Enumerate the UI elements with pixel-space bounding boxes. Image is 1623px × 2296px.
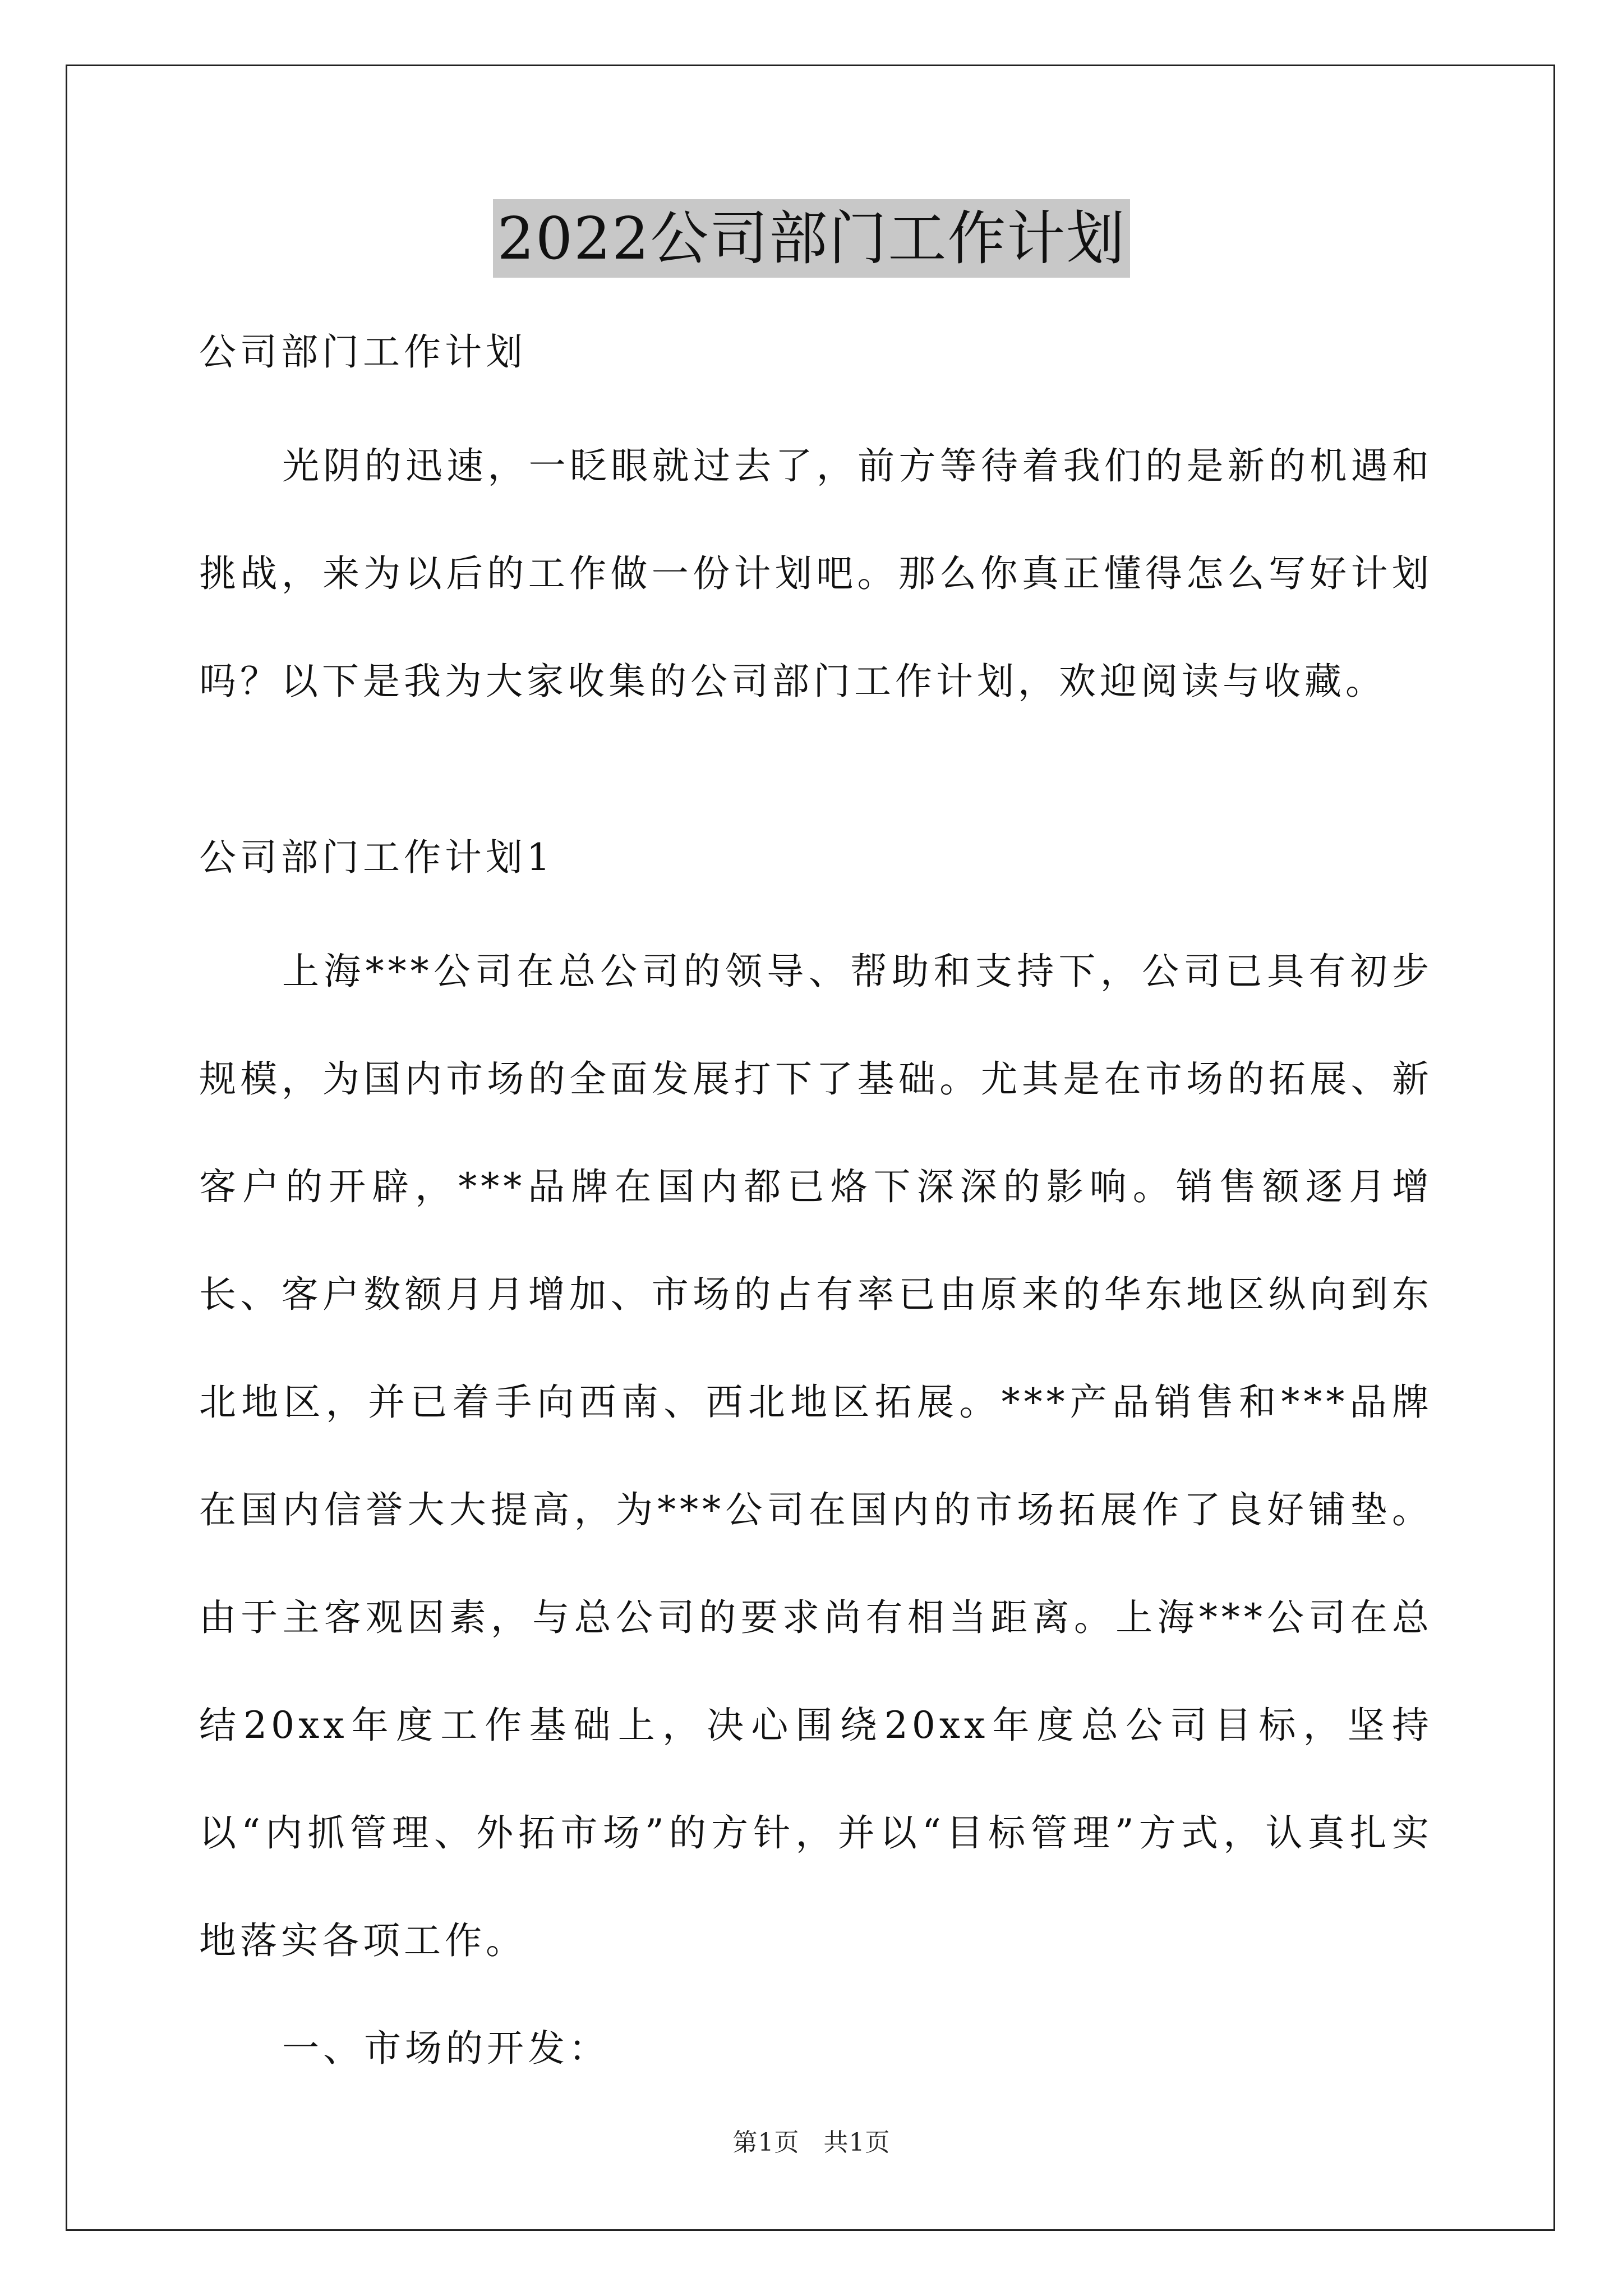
section-item-heading: 一、市场的开发： [282, 2027, 610, 2070]
title-container [0, 199, 1623, 278]
spacer [199, 895, 1433, 918]
page-number: 第1页 [732, 2128, 800, 2157]
document-title: 2022公司部门工作计划 [493, 199, 1131, 278]
spacer [199, 735, 1433, 820]
section-heading: 公司部门工作计划1 [199, 836, 554, 879]
intro-paragraph: 光阴的迅速，一眨眼就过去了，前方等待着我们的是新的机遇和挑战，来为以后的工作做一份计划吧。那么你真正懂得怎么写好计划吗？以下是我为大家收集的公司部门工作计划，欢迎阅读与收藏。 [199, 444, 1433, 703]
page-footer [0, 2126, 1623, 2160]
spacer [199, 390, 1433, 412]
document-body [199, 314, 1433, 2102]
page-total: 共1页 [823, 2128, 891, 2157]
section-paragraph: 上海***公司在总公司的领导、帮助和支持下，公司已具有初步规模，为国内市场的全面发展打下了基础。尤其是在市场的拓展、新客户的开辟，***品牌在国内都已烙下深深的影响。销售额逐月增长、客户数额月月增加、市场的占有率已由原来的华东地区纵向到东北地区，并已着手向西南、西北地区拓展。***产品销售和***品牌在国内信誉大大提高，为***公司在国内的市场拓展作了良好铺垫。由于主客观因素，与总公司的要求尚有相当距离。上海***公司在总结20xx年度工作基础上，决心围绕20xx年度总公司目标，坚持以“内抓管理、外拓市场”的方针，并以“目标管理”方式，认真扎实地落实各项工作。 [199, 950, 1433, 1962]
document-subtitle: 公司部门工作计划 [199, 330, 527, 374]
